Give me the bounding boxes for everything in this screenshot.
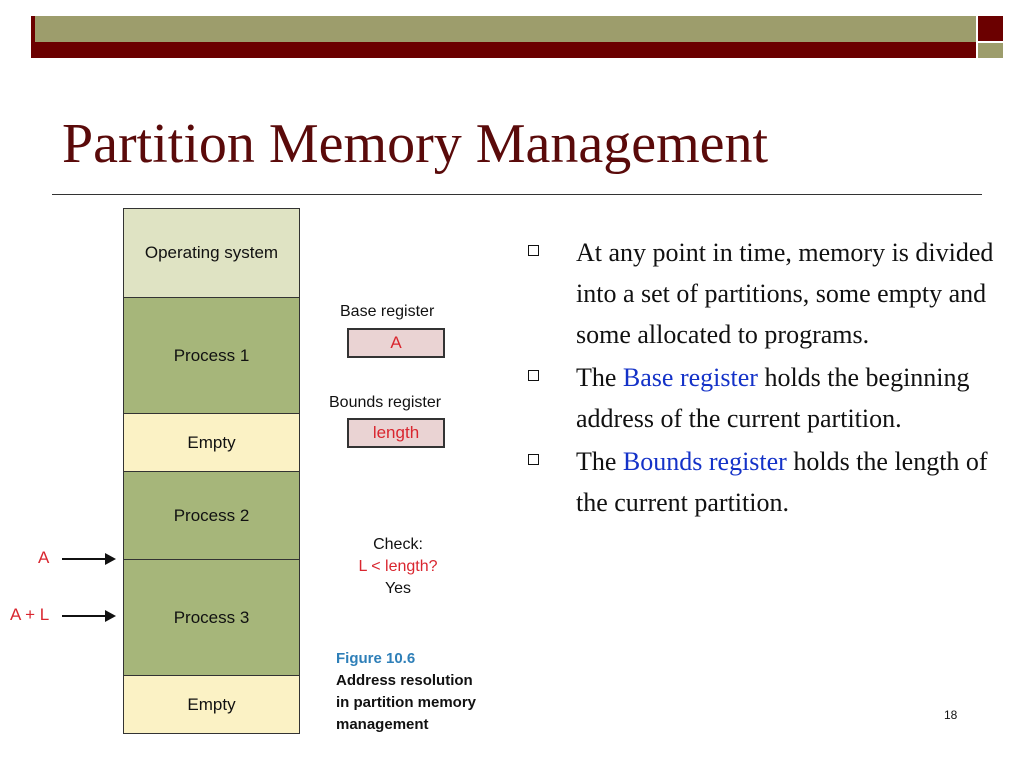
segment-process-2: Process 2 bbox=[124, 472, 299, 560]
bounds-check bbox=[330, 534, 466, 600]
square-bullet-icon bbox=[528, 370, 539, 381]
base-register-box: A bbox=[347, 328, 445, 358]
segment-process-1: Process 1 bbox=[124, 298, 299, 414]
marker-a-arrow-icon bbox=[62, 558, 114, 560]
bounds-register-term: Bounds register bbox=[622, 447, 787, 476]
check-heading: Check: bbox=[373, 536, 423, 553]
bullet-list bbox=[524, 232, 999, 525]
page-number: 18 bbox=[944, 708, 958, 722]
bullet-item bbox=[524, 441, 999, 523]
square-bullet-icon bbox=[528, 454, 539, 465]
caption-line-2: in partition memory bbox=[336, 694, 477, 711]
bullet-text-suffix: holds the beginning address of the current partition. bbox=[576, 363, 970, 433]
check-result: Yes bbox=[384, 580, 412, 597]
bullet-text: At any point in time, memory is divided into a set of partitions, some empty and some allocated to programs. bbox=[576, 238, 994, 349]
bullet-text-prefix: The bbox=[576, 363, 623, 392]
bounds-register-box: length bbox=[347, 418, 445, 448]
bullet-text-suffix: holds the length of the current partition. bbox=[576, 447, 988, 517]
check-condition: L < length? bbox=[358, 558, 438, 575]
marker-a-label: A bbox=[38, 548, 50, 567]
base-register-term: Base register bbox=[622, 363, 758, 392]
figure-number: Figure 10.6 bbox=[336, 650, 416, 667]
title-divider bbox=[52, 194, 982, 195]
caption-line-1: Address resolution bbox=[336, 672, 473, 689]
segment-process-3: Process 3 bbox=[124, 560, 299, 676]
caption-line-3: management bbox=[336, 716, 429, 733]
header-band bbox=[35, 16, 976, 42]
slide-title: Partition Memory Management bbox=[62, 113, 769, 175]
segment-operating-system: Operating system bbox=[124, 209, 299, 298]
square-bullet-icon bbox=[528, 245, 539, 256]
bullet-item bbox=[524, 232, 999, 355]
base-register-label: Base register bbox=[340, 303, 435, 320]
marker-al-arrow-icon bbox=[62, 615, 114, 617]
bullet-text-prefix: The bbox=[576, 447, 623, 476]
corner-square-top bbox=[978, 16, 1003, 41]
segment-empty-2: Empty bbox=[124, 676, 299, 733]
bounds-register-label: Bounds register bbox=[329, 394, 442, 411]
header-bar bbox=[31, 16, 976, 58]
figure-caption bbox=[336, 648, 476, 736]
marker-al-label: A + L bbox=[10, 605, 50, 624]
memory-diagram bbox=[123, 208, 300, 734]
segment-empty-1: Empty bbox=[124, 414, 299, 472]
bullet-item bbox=[524, 357, 999, 439]
corner-square-bottom bbox=[978, 43, 1003, 58]
